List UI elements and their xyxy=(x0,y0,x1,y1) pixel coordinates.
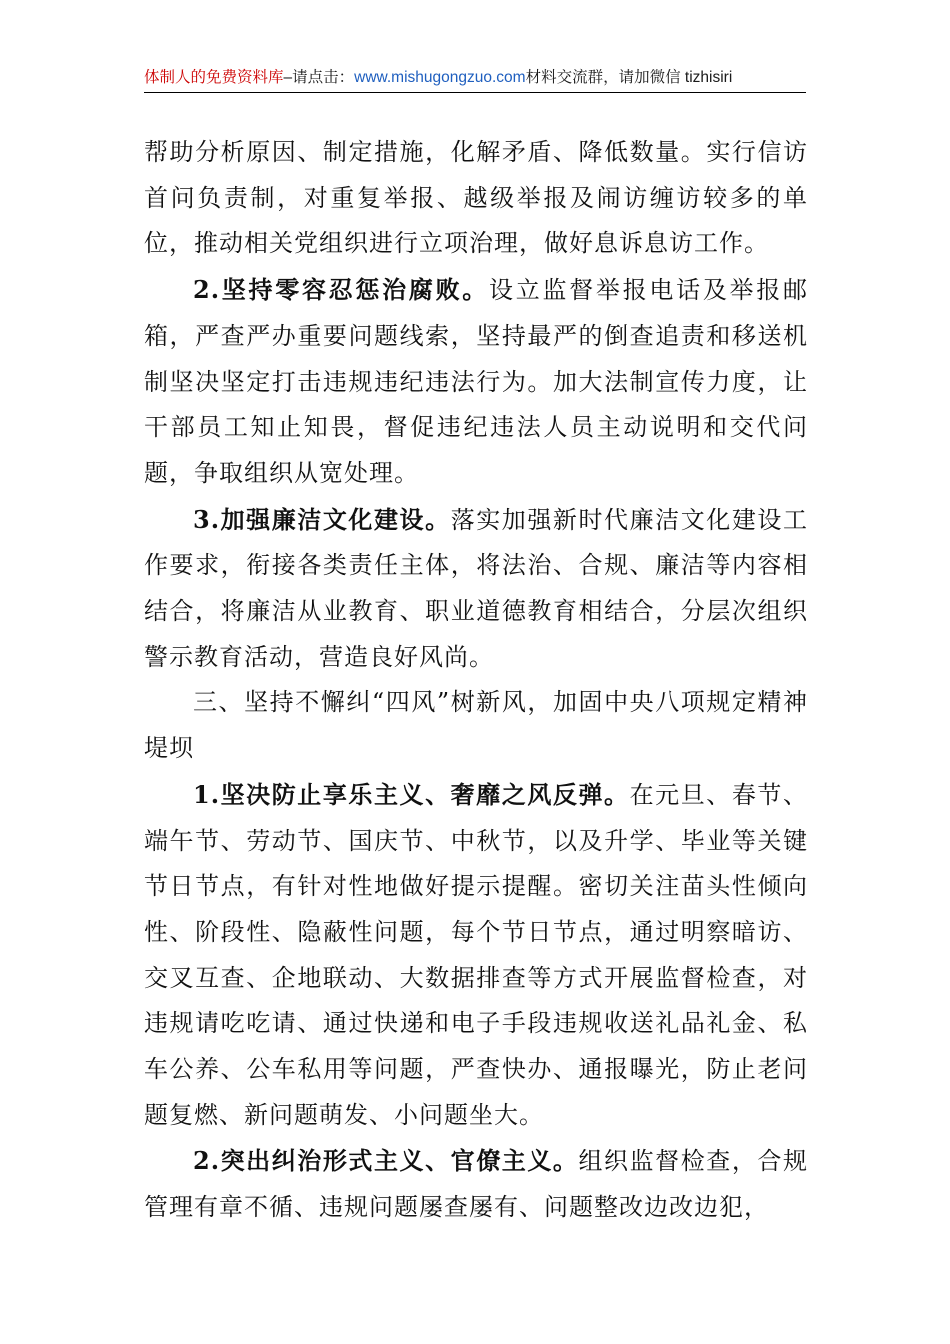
header-url-link[interactable]: www.mishugongzuo.com xyxy=(354,69,526,86)
paragraph-lead: 3.加强廉洁文化建设。 xyxy=(193,504,451,534)
header-prefix: –请点击： xyxy=(283,69,355,86)
section-heading-text: 三、坚持不懈纠“四风”树新风，加固中央八项规定精神堤坝 xyxy=(144,688,808,763)
paragraph-text: 在元旦、春节、端午节、劳动节、国庆节、中秋节，以及升学、毕业等关键节日节点，有针对性地做好提示提醒。密切关注苗头性倾向性、阶段性、隐蔽性问题，每个节日节点，通过明察暗访、交叉互查、企地联动、大数据排查等方式开展监督检查，对违规请吃吃请、通过快递和电子手段违规收送礼品礼金、私车公养、公车私用等问题，严查快办、通报曝光，防止老问题复燃、新问题萌发、小问题坐大。 xyxy=(144,780,808,1129)
document-body xyxy=(144,130,808,1231)
section-heading-3 xyxy=(144,680,808,771)
header-brand: 体制人的免费资料库 xyxy=(144,69,284,86)
page-header xyxy=(144,66,806,93)
paragraph-text: 落实加强新时代廉洁文化建设工作要求，衔接各类责任主体，将法治、合规、廉洁等内容相结合，将廉洁从业教育、职业道德教育相结合，分层次组织警示教育活动，营造良好风尚。 xyxy=(144,505,808,671)
paragraph-item-2 xyxy=(144,267,808,497)
paragraph-lead: 2.突出纠治形式主义、官僚主义。 xyxy=(193,1146,579,1176)
paragraph-text: 帮助分析原因、制定措施，化解矛盾、降低数量。实行信访首问负责制，对重复举报、越级举报及闹访缠访较多的单位，推动相关党组织进行立项治理，做好息诉息访工作。 xyxy=(144,138,808,258)
paragraph-text: 组织监督检查，合规管理有章不循、违规问题屡查屡有、问题整改边改边犯， xyxy=(144,1147,808,1222)
paragraph-item-3 xyxy=(144,497,808,681)
paragraph-lead: 1.坚决防止享乐主义、奢靡之风反弹。 xyxy=(193,779,630,809)
paragraph-item-2b xyxy=(144,1138,808,1230)
paragraph-item-1 xyxy=(144,772,808,1139)
paragraph-text: 设立监督举报电话及举报邮箱，严查严办重要问题线索，坚持最严的倒查追责和移送机制坚决坚定打击违规违纪违法行为。加大法制宣传力度，让干部员工知止知畏，督促违纪违法人员主动说明和交代问题，争取组织从宽处理。 xyxy=(144,276,808,487)
header-suffix: 材料交流群，请加微信 tizhisiri xyxy=(525,69,733,86)
paragraph-lead: 2.坚持零容忍惩治腐败。 xyxy=(193,275,490,305)
paragraph-continuation xyxy=(144,130,808,267)
